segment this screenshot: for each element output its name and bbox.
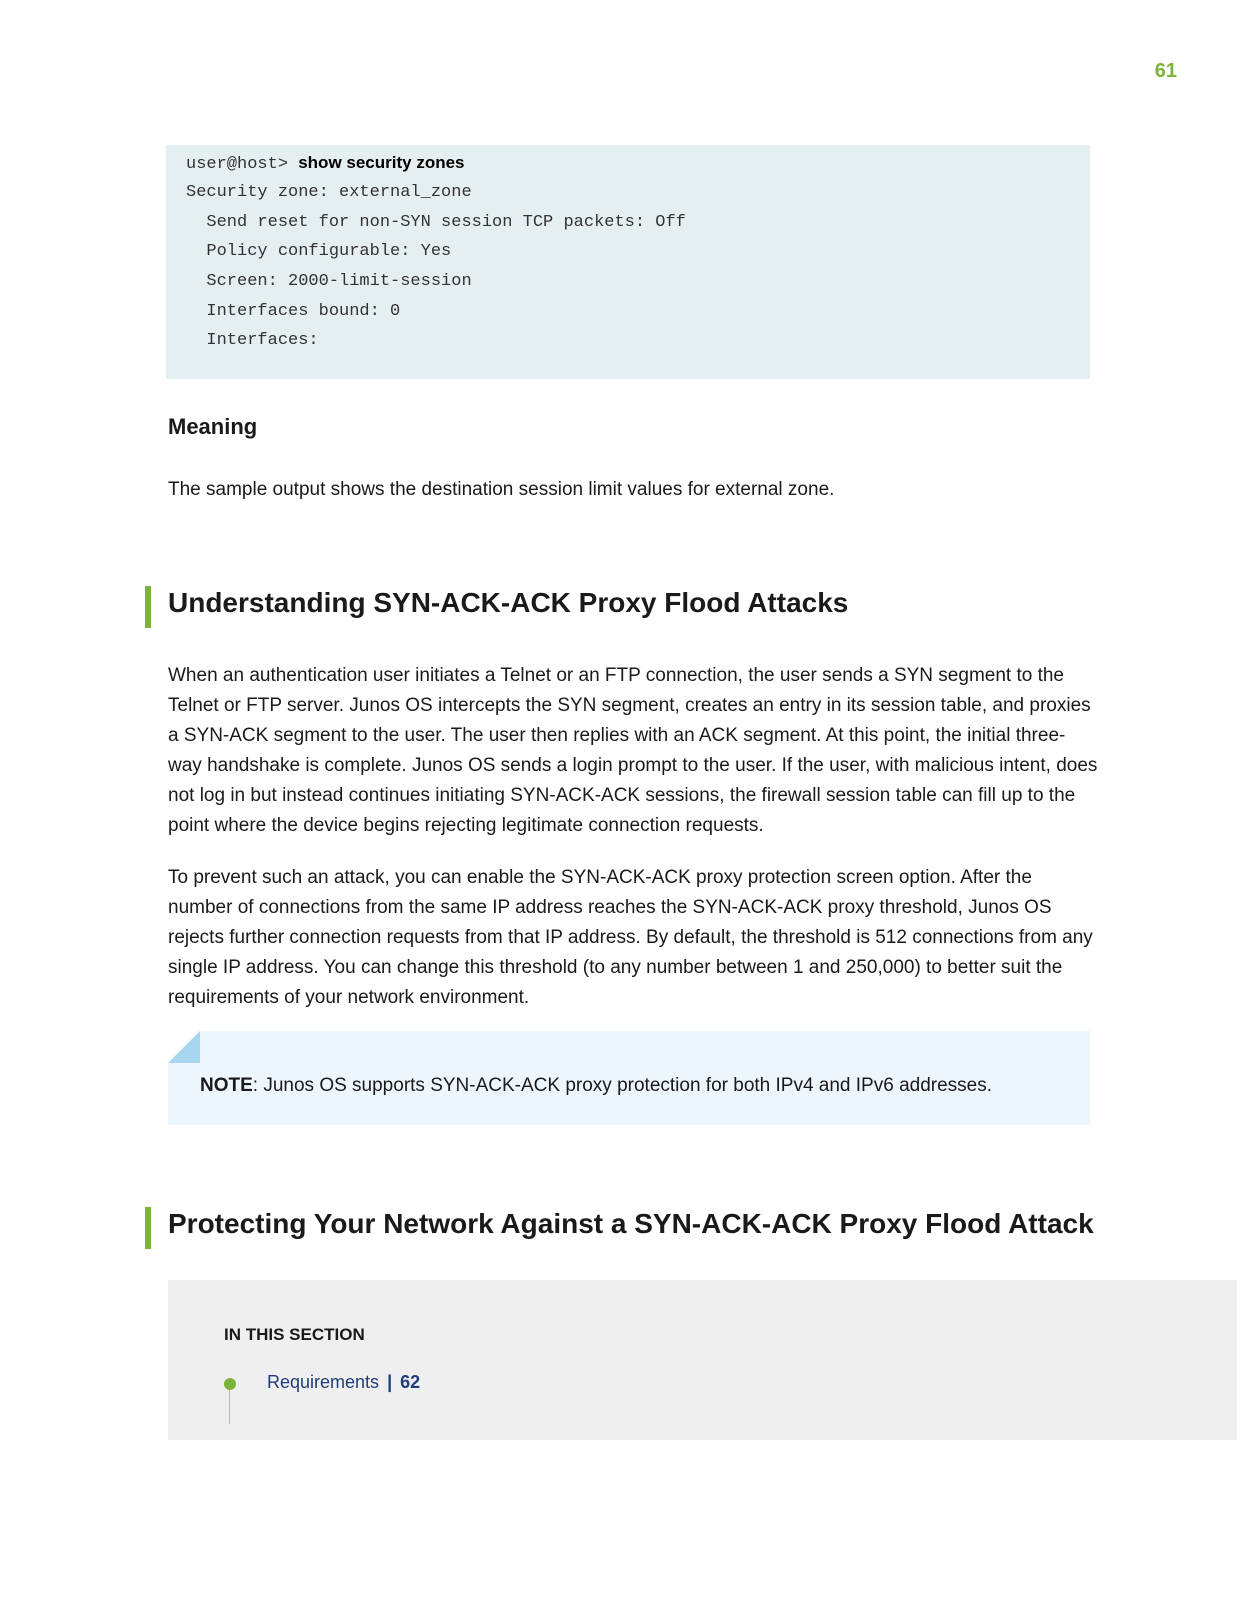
code-command: show security zones xyxy=(298,153,465,172)
note-corner-icon xyxy=(168,1031,200,1063)
toc-connector-line xyxy=(229,1390,230,1424)
code-line: Interfaces: xyxy=(186,331,319,350)
code-line: Security zone: external_zone xyxy=(186,183,472,202)
meaning-text: The sample output shows the destination session limit values for external zone. xyxy=(168,479,835,500)
page-number: 61 xyxy=(1154,60,1177,82)
meaning-heading: Meaning xyxy=(168,414,258,439)
bullet-dot-icon xyxy=(224,1378,236,1390)
note-text xyxy=(200,1075,992,1097)
section-title-protecting: Protecting Your Network Against a SYN-ACK-ACK Proxy Flood Attack xyxy=(168,1208,1094,1239)
section-accent-bar xyxy=(145,1207,151,1249)
code-command-line xyxy=(186,153,465,175)
note-body: : Junos OS supports SYN-ACK-ACK proxy protection for both IPv4 and IPv6 addresses. xyxy=(252,1075,993,1096)
section-title-understanding: Understanding SYN-ACK-ACK Proxy Flood Attacks xyxy=(168,587,849,618)
note-label: NOTE xyxy=(200,1075,253,1096)
code-line: Policy configurable: Yes xyxy=(186,242,452,261)
code-line: Interfaces bound: 0 xyxy=(186,302,401,321)
code-line: Send reset for non-SYN session TCP packets: Off xyxy=(186,213,686,232)
toc-link-label[interactable]: Requirements xyxy=(267,1372,380,1392)
toc-heading: IN THIS SECTION xyxy=(224,1325,365,1344)
in-this-section-box xyxy=(168,1280,1237,1440)
toc-link-requirements[interactable] xyxy=(267,1372,420,1393)
toc-page-number[interactable]: 62 xyxy=(400,1372,421,1392)
code-line: Screen: 2000-limit-session xyxy=(186,272,472,291)
code-prompt: user@host> xyxy=(186,155,299,174)
paragraph: When an authentication user initiates a Telnet or an FTP connection, the user sends a SYN segment to the Telnet or FTP server. Junos OS intercepts the SYN segment, creates an entry in its session table, and proxies a SYN-ACK segment to the user. The user then replies with an ACK segment. At this point, the initial three-way handshake is complete. Junos OS sends a login prompt to the user. If the user, with malicious intent, does not log in but instead continues initiating SYN-ACK-ACK sessions, the firewall session table can fill up to the point where the device begins rejecting legitimate connection requests. xyxy=(168,665,1098,836)
toc-separator: | xyxy=(387,1372,393,1392)
section-accent-bar xyxy=(145,586,151,628)
code-block xyxy=(166,145,1090,379)
paragraph: To prevent such an attack, you can enable the SYN-ACK-ACK proxy protection screen option. After the number of connections from the same IP address reaches the SYN-ACK-ACK proxy threshold, Junos OS rejects further connection requests from that IP address. By default, the threshold is 512 connections from any single IP address. You can change this threshold (to any number between 1 and 250,000) to better suit the requirements of your network environment. xyxy=(168,867,1093,1008)
note-box xyxy=(168,1031,1090,1125)
